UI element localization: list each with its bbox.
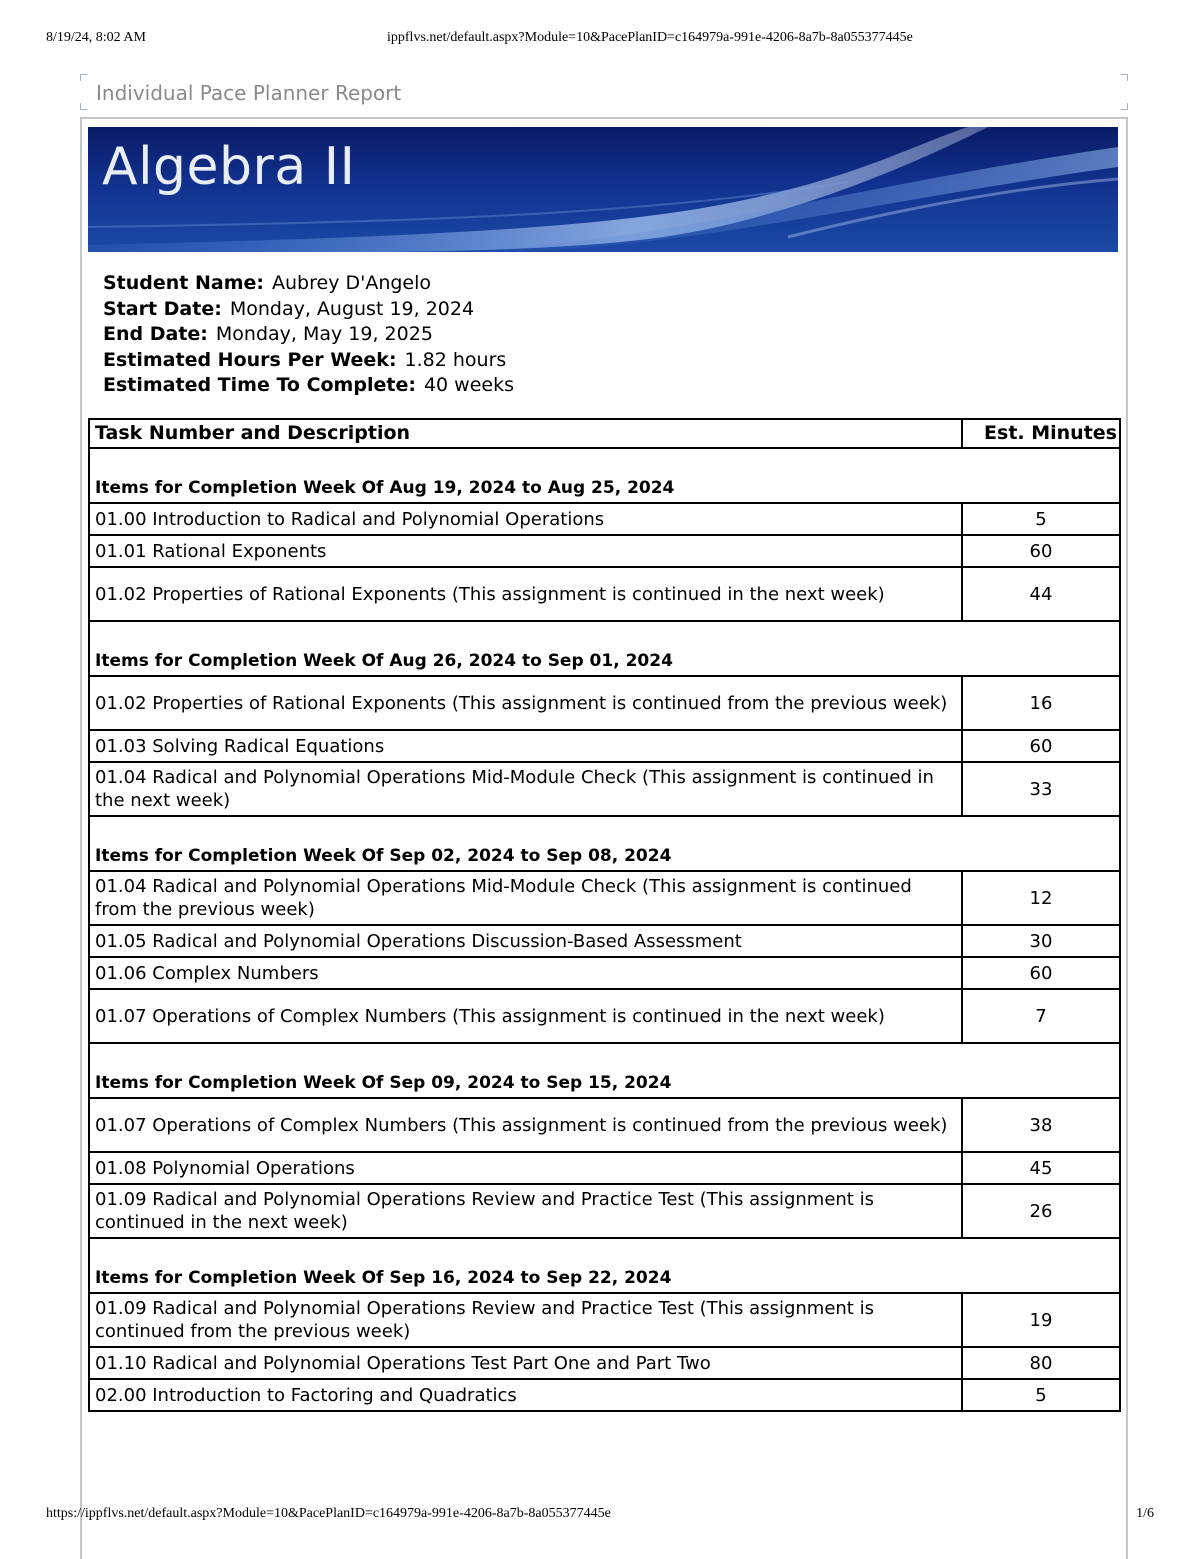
table-header-row [89, 419, 1120, 448]
course-title: Algebra II [102, 137, 356, 197]
student-name-row [103, 272, 1003, 298]
task-minutes: 33 [962, 762, 1120, 816]
table-row [89, 925, 1120, 957]
task-description: 01.07 Operations of Complex Numbers (This assignment is continued from the previous week) [89, 1098, 962, 1152]
table-row [89, 1098, 1120, 1152]
table-row [89, 503, 1120, 535]
task-description: 01.00 Introduction to Radical and Polynomial Operations [89, 503, 962, 535]
hours-per-week: 1.82 hours [404, 348, 507, 371]
end-date-row [103, 323, 1003, 349]
table-row [89, 1347, 1120, 1379]
column-header-minutes: Est. Minutes [962, 419, 1120, 448]
task-minutes: 44 [962, 567, 1120, 621]
student-info [103, 272, 1003, 400]
table-row [89, 535, 1120, 567]
table-row [89, 567, 1120, 621]
table-row [89, 1152, 1120, 1184]
week-heading-row [89, 816, 1120, 871]
task-description: 01.10 Radical and Polynomial Operations Test Part One and Part Two [89, 1347, 962, 1379]
table-row [89, 730, 1120, 762]
task-description: 01.02 Properties of Rational Exponents (This assignment is continued in the next week) [89, 567, 962, 621]
table-row [89, 1293, 1120, 1347]
task-minutes: 7 [962, 989, 1120, 1043]
start-date-row [103, 298, 1003, 324]
task-description: 01.09 Radical and Polynomial Operations Review and Practice Test (This assignment is continued from the previous week) [89, 1293, 962, 1347]
time-to-complete: 40 weeks [423, 374, 514, 396]
task-description: 01.03 Solving Radical Equations [89, 730, 962, 762]
task-minutes: 26 [962, 1184, 1120, 1238]
table-row [89, 957, 1120, 989]
week-heading: Items for Completion Week Of Sep 09, 2024 to Sep 15, 2024 [89, 1043, 1120, 1098]
hours-per-week-label: Estimated Hours Per Week: [103, 348, 397, 371]
task-minutes: 38 [962, 1098, 1120, 1152]
student-name: Aubrey D'Angelo [272, 272, 432, 294]
report-title: Individual Pace Planner Report [96, 81, 402, 105]
time-to-complete-row [103, 374, 1003, 400]
week-heading: Items for Completion Week Of Sep 16, 2024 to Sep 22, 2024 [89, 1238, 1120, 1293]
print-url: ippflvs.net/default.aspx?Module=10&PacePlanID=c164979a-991e-4206-8a7b-8a055377445e [387, 30, 913, 45]
task-minutes: 5 [962, 1379, 1120, 1411]
task-description: 01.01 Rational Exponents [89, 535, 962, 567]
task-minutes: 80 [962, 1347, 1120, 1379]
task-description: 01.05 Radical and Polynomial Operations Discussion-Based Assessment [89, 925, 962, 957]
task-description: 01.04 Radical and Polynomial Operations Mid-Module Check (This assignment is continued in the next week) [89, 762, 962, 816]
task-minutes: 45 [962, 1152, 1120, 1184]
page-number: 1/6 [1136, 1506, 1154, 1521]
print-datetime: 8/19/24, 8:02 AM [46, 30, 146, 45]
task-minutes: 16 [962, 676, 1120, 730]
table-row [89, 676, 1120, 730]
task-minutes: 19 [962, 1293, 1120, 1347]
table-row [89, 762, 1120, 816]
print-footer [0, 1506, 1200, 1526]
print-header [0, 30, 1200, 50]
footer-url: https://ippflvs.net/default.aspx?Module=10&PacePlanID=c164979a-991e-4206-8a7b-8a055377445e [46, 1506, 611, 1521]
column-header-task: Task Number and Description [89, 419, 962, 448]
table-row [89, 1184, 1120, 1238]
week-heading-row [89, 448, 1120, 503]
week-heading: Items for Completion Week Of Aug 26, 2024 to Sep 01, 2024 [89, 621, 1120, 676]
task-description: 01.06 Complex Numbers [89, 957, 962, 989]
end-date-label: End Date: [103, 323, 208, 345]
start-date-label: Start Date: [103, 297, 222, 320]
report-title-box [80, 72, 1128, 112]
course-banner [88, 127, 1118, 252]
start-date: Monday, August 19, 2024 [229, 297, 475, 320]
table-row [89, 871, 1120, 925]
week-heading: Items for Completion Week Of Sep 02, 2024 to Sep 08, 2024 [89, 816, 1120, 871]
task-minutes: 60 [962, 730, 1120, 762]
task-description: 01.02 Properties of Rational Exponents (This assignment is continued from the previous week) [89, 676, 962, 730]
task-description: 01.07 Operations of Complex Numbers (This assignment is continued in the next week) [89, 989, 962, 1043]
week-heading-row [89, 1043, 1120, 1098]
task-description: 01.09 Radical and Polynomial Operations Review and Practice Test (This assignment is continued in the next week) [89, 1184, 962, 1238]
week-heading-row [89, 621, 1120, 676]
task-minutes: 5 [962, 503, 1120, 535]
task-minutes: 60 [962, 957, 1120, 989]
task-description: 02.00 Introduction to Factoring and Quadratics [89, 1379, 962, 1411]
time-to-complete-label: Estimated Time To Complete: [103, 374, 416, 396]
table-row [89, 1379, 1120, 1411]
task-description: 01.04 Radical and Polynomial Operations Mid-Module Check (This assignment is continued from the previous week) [89, 871, 962, 925]
week-heading: Items for Completion Week Of Aug 19, 2024 to Aug 25, 2024 [89, 448, 1120, 503]
task-minutes: 30 [962, 925, 1120, 957]
task-minutes: 60 [962, 535, 1120, 567]
task-description: 01.08 Polynomial Operations [89, 1152, 962, 1184]
task-minutes: 12 [962, 871, 1120, 925]
student-name-label: Student Name: [103, 272, 265, 294]
end-date: Monday, May 19, 2025 [215, 323, 433, 345]
week-heading-row [89, 1238, 1120, 1293]
pace-plan-table [88, 418, 1121, 1412]
hours-per-week-row [103, 349, 1003, 375]
table-row [89, 989, 1120, 1043]
